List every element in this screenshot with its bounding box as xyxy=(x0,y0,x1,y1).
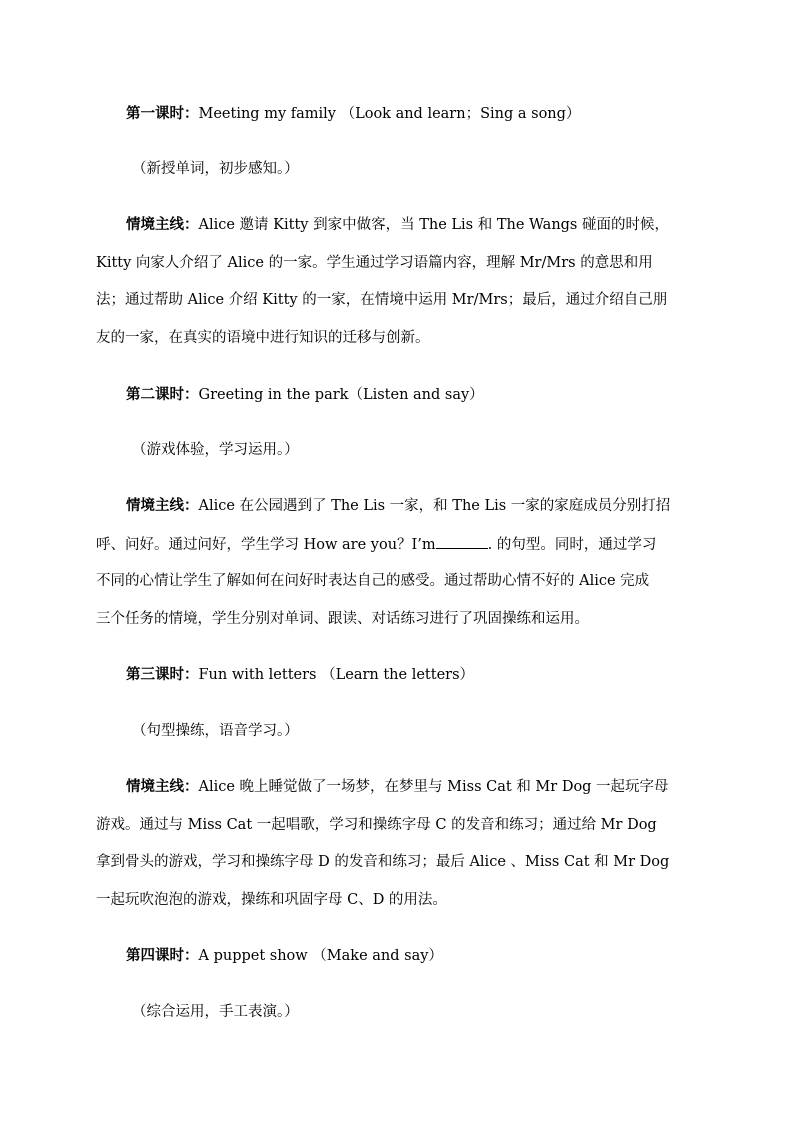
lesson-2-title: Greeting in the park（Listen and say） xyxy=(198,387,484,403)
lesson-1-context-line-3: 法；通过帮助 Alice 介绍 Kitty 的一家，在情境中运用 Mr/Mrs；最后，通过介绍自己朋 xyxy=(96,292,668,308)
lesson-3-context-line-2: 游戏。通过与 Miss Cat 一起唱歌，学习和操练字母 C 的发音和练习；通过给 Mr Dog xyxy=(96,817,657,833)
lesson-2-context-line-2 xyxy=(96,534,700,555)
lesson-3-heading xyxy=(126,665,730,685)
lesson-2-context-text-2a: 呼、问好。通过问好，学生学习 How are you？I’m xyxy=(96,537,436,553)
lesson-1-label: 第一课时： xyxy=(126,105,199,122)
lesson-1-context-label: 情境主线： xyxy=(126,216,199,233)
lesson-3-context-label: 情境主线： xyxy=(126,778,199,795)
lesson-4-label: 第四课时： xyxy=(126,947,199,964)
lesson-1-heading xyxy=(126,104,730,124)
lesson-2-context-text-1: Alice 在公园遇到了 The Lis 一家，和 The Lis 一家的家庭成员分别打招 xyxy=(198,498,671,514)
lesson-2-context-line-3: 不同的心情让学生了解如何在问好时表达自己的感受。通过帮助心情不好的 Alice 完成 xyxy=(96,573,650,589)
lesson-4-note: （综合运用，手工表演。） xyxy=(132,1004,299,1020)
lesson-3-label: 第三课时： xyxy=(126,666,199,683)
lesson-2-context-line-4: 三个任务的情境，学生分别对单词、跟读、对话练习进行了巩固操练和运用。 xyxy=(96,611,589,627)
lesson-2-label: 第二课时： xyxy=(126,386,199,403)
lesson-3-note: （句型操练，语音学习。） xyxy=(132,723,299,739)
lesson-4-title: A puppet show （Make and say） xyxy=(198,948,443,964)
lesson-1-note: （新授单词，初步感知。） xyxy=(132,161,299,177)
lesson-2-context-text-2b: . 的句型。同时，通过学习 xyxy=(487,537,657,553)
lesson-2-context-label: 情境主线： xyxy=(126,497,199,514)
lesson-3-context-line-3: 拿到骨头的游戏，学习和操练字母 D 的发音和练习；最后 Alice 、Miss Cat 和 Mr Dog xyxy=(96,854,670,870)
lesson-2-heading xyxy=(126,385,730,405)
lesson-1-title: Meeting my family （Look and learn；Sing a song） xyxy=(198,106,581,122)
lesson-1-context-line-1 xyxy=(126,215,730,235)
lesson-1-context-line-2: Kitty 向家人介绍了 Alice 的一家。学生通过学习语篇内容，理解 Mr/Mrs 的意思和用 xyxy=(96,255,653,271)
lesson-2-note: （游戏体验，学习运用。） xyxy=(132,442,299,458)
lesson-3-context-line-4: 一起玩吹泡泡的游戏，操练和巩固字母 C、D 的用法。 xyxy=(96,892,447,908)
lesson-3-context-text-1: Alice 晚上睡觉做了一场梦，在梦里与 Miss Cat 和 Mr Dog 一起玩字母 xyxy=(198,779,669,795)
lesson-3-context-line-1 xyxy=(126,777,730,797)
lesson-3-title: Fun with letters （Learn the letters） xyxy=(198,667,475,683)
lesson-1-context-line-4: 友的一家，在真实的语境中进行知识的迁移与创新。 xyxy=(96,330,430,346)
lesson-4-heading xyxy=(126,946,730,966)
lesson-1-context-text-1: Alice 邀请 Kitty 到家中做客，当 The Lis 和 The Wangs 碰面的时候， xyxy=(198,217,669,233)
lesson-2-context-line-1 xyxy=(126,496,730,516)
fill-in-blank xyxy=(436,534,488,549)
